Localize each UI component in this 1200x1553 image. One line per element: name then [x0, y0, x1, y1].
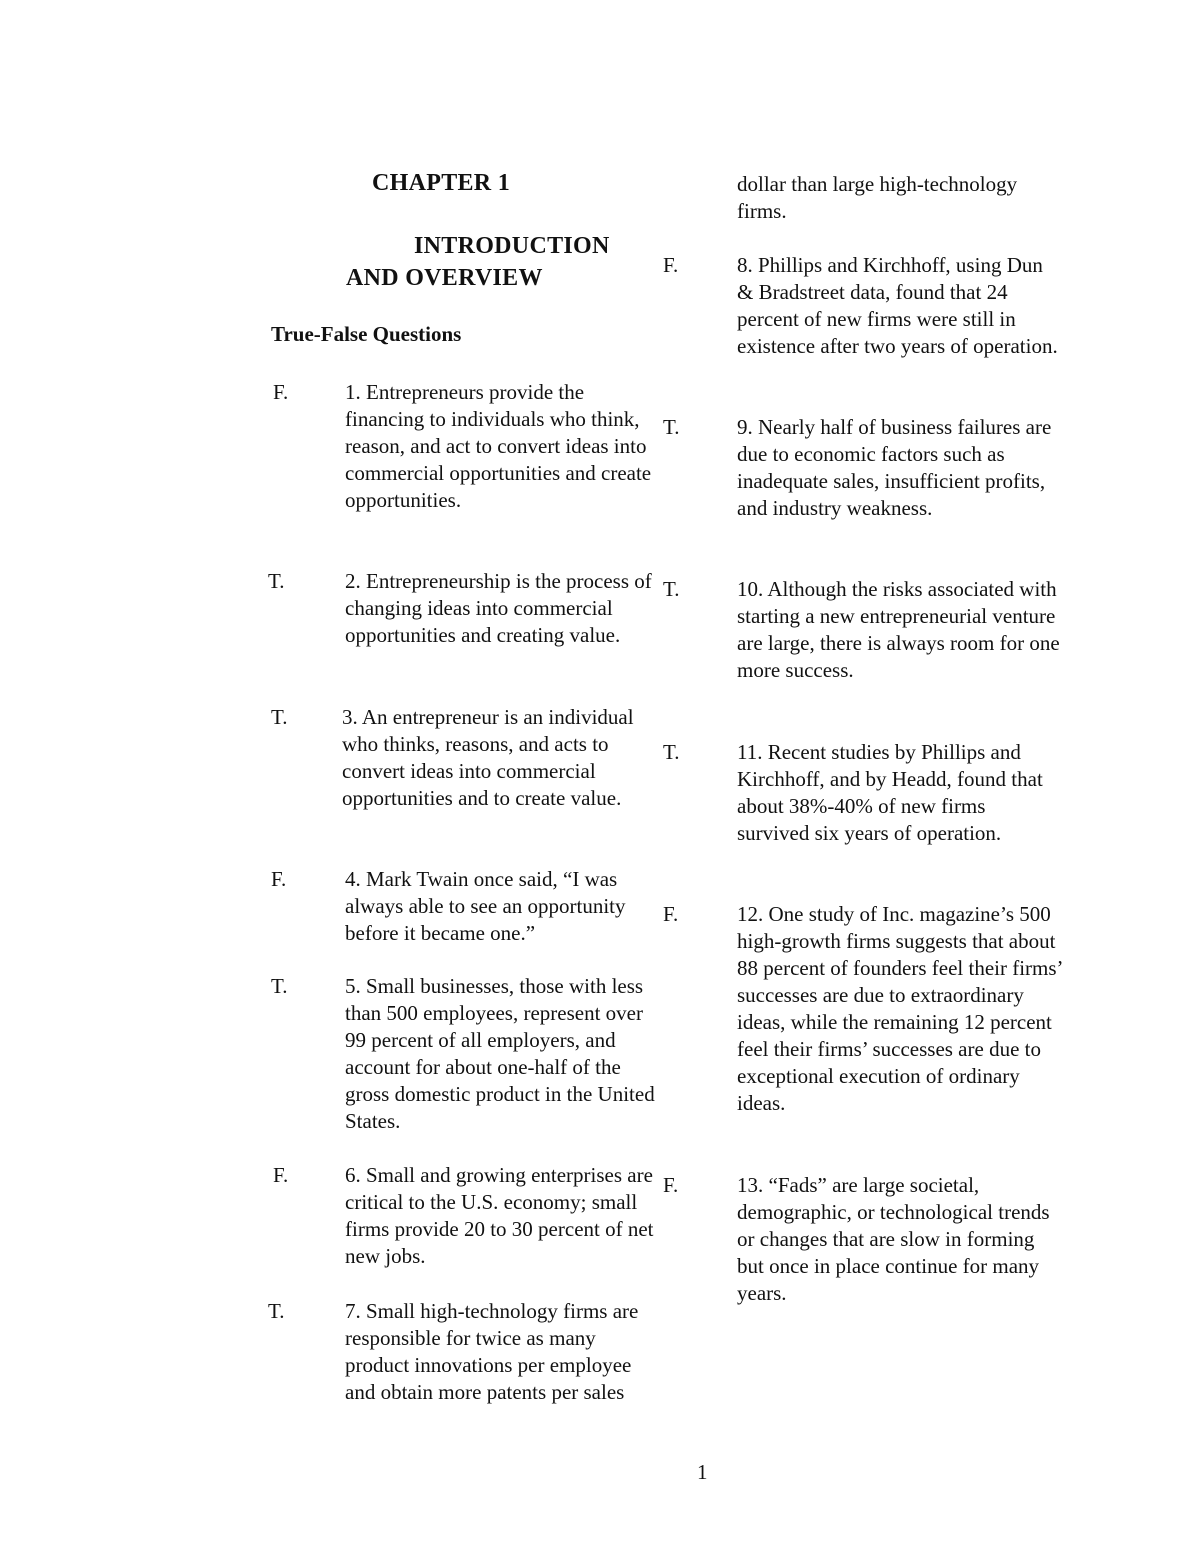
question-text: 5. Small businesses, those with less than 500 employees, represent over 99 percent of all employers, and account for about one-half of the gross domestic product in the United States. — [345, 974, 655, 1133]
answer-label: T. — [663, 577, 680, 601]
answer-label: T. — [663, 415, 680, 439]
question-text: 1. Entrepreneurs provide the financing to individuals who think, reason, and act to convert ideas into commercial opportunities and create opportunities. — [345, 380, 652, 512]
answer-label: F. — [273, 1163, 289, 1187]
answer-label: F. — [271, 867, 287, 891]
answer-label: T. — [663, 740, 680, 764]
answer-label: F. — [663, 253, 679, 277]
question-text: 6. Small and growing enterprises are critical to the U.S. economy; small firms provide 20 to 30 percent of net new jobs. — [345, 1163, 654, 1268]
chapter-title-line1: INTRODUCTION — [414, 233, 610, 259]
answer-label: F. — [663, 1173, 679, 1197]
question-text: 10. Although the risks associated with starting a new entrepreneurial venture are large, there is always room for one more success. — [737, 577, 1060, 682]
page-number: 1 — [697, 1460, 708, 1484]
question-text: 8. Phillips and Kirchhoff, using Dun & Bradstreet data, found that 24 percent of new firms were still in existence after two years of operation. — [737, 253, 1058, 358]
question-text: dollar than large high-technology firms. — [737, 172, 1018, 223]
answer-label: T. — [268, 1299, 285, 1323]
answer-label: F. — [273, 380, 289, 404]
question-text: 13. “Fads” are large societal, demographic, or technological trends or changes that are slow in forming but once in place continue for many years. — [737, 1173, 1050, 1305]
question-text: 9. Nearly half of business failures are due to economic factors such as inadequate sales, insufficient profits, and industry weakness. — [737, 415, 1052, 520]
question-text: 11. Recent studies by Phillips and Kirchhoff, and by Headd, found that about 38%-40% of new firms survived six years of operation. — [737, 740, 1043, 845]
question-text: 3. An entrepreneur is an individual who thinks, reasons, and acts to convert ideas into commercial opportunities and to create value. — [342, 705, 634, 810]
question-text: 4. Mark Twain once said, “I was always able to see an opportunity before it became one.” — [345, 867, 626, 945]
answer-label: F. — [663, 902, 679, 926]
section-heading: True-False Questions — [271, 322, 462, 346]
chapter-title-line2: AND OVERVIEW — [346, 265, 543, 291]
chapter-heading: CHAPTER 1 — [372, 170, 511, 196]
answer-label: T. — [268, 569, 285, 593]
question-text: 7. Small high-technology firms are responsible for twice as many product innovations per employee and obtain more patents per sales — [345, 1299, 639, 1404]
answer-label: T. — [271, 705, 288, 729]
answer-label: T. — [271, 974, 288, 998]
question-text: 2. Entrepreneurship is the process of changing ideas into commercial opportunities and creating value. — [345, 569, 652, 647]
question-text: 12. One study of Inc. magazine’s 500 high-growth firms suggests that about 88 percent of founders feel their firms’ successes are due to extraordinary ideas, while the remaining 12 percent feel their firms’ successes are due to exceptional execution of ordinary ideas. — [737, 902, 1062, 1115]
